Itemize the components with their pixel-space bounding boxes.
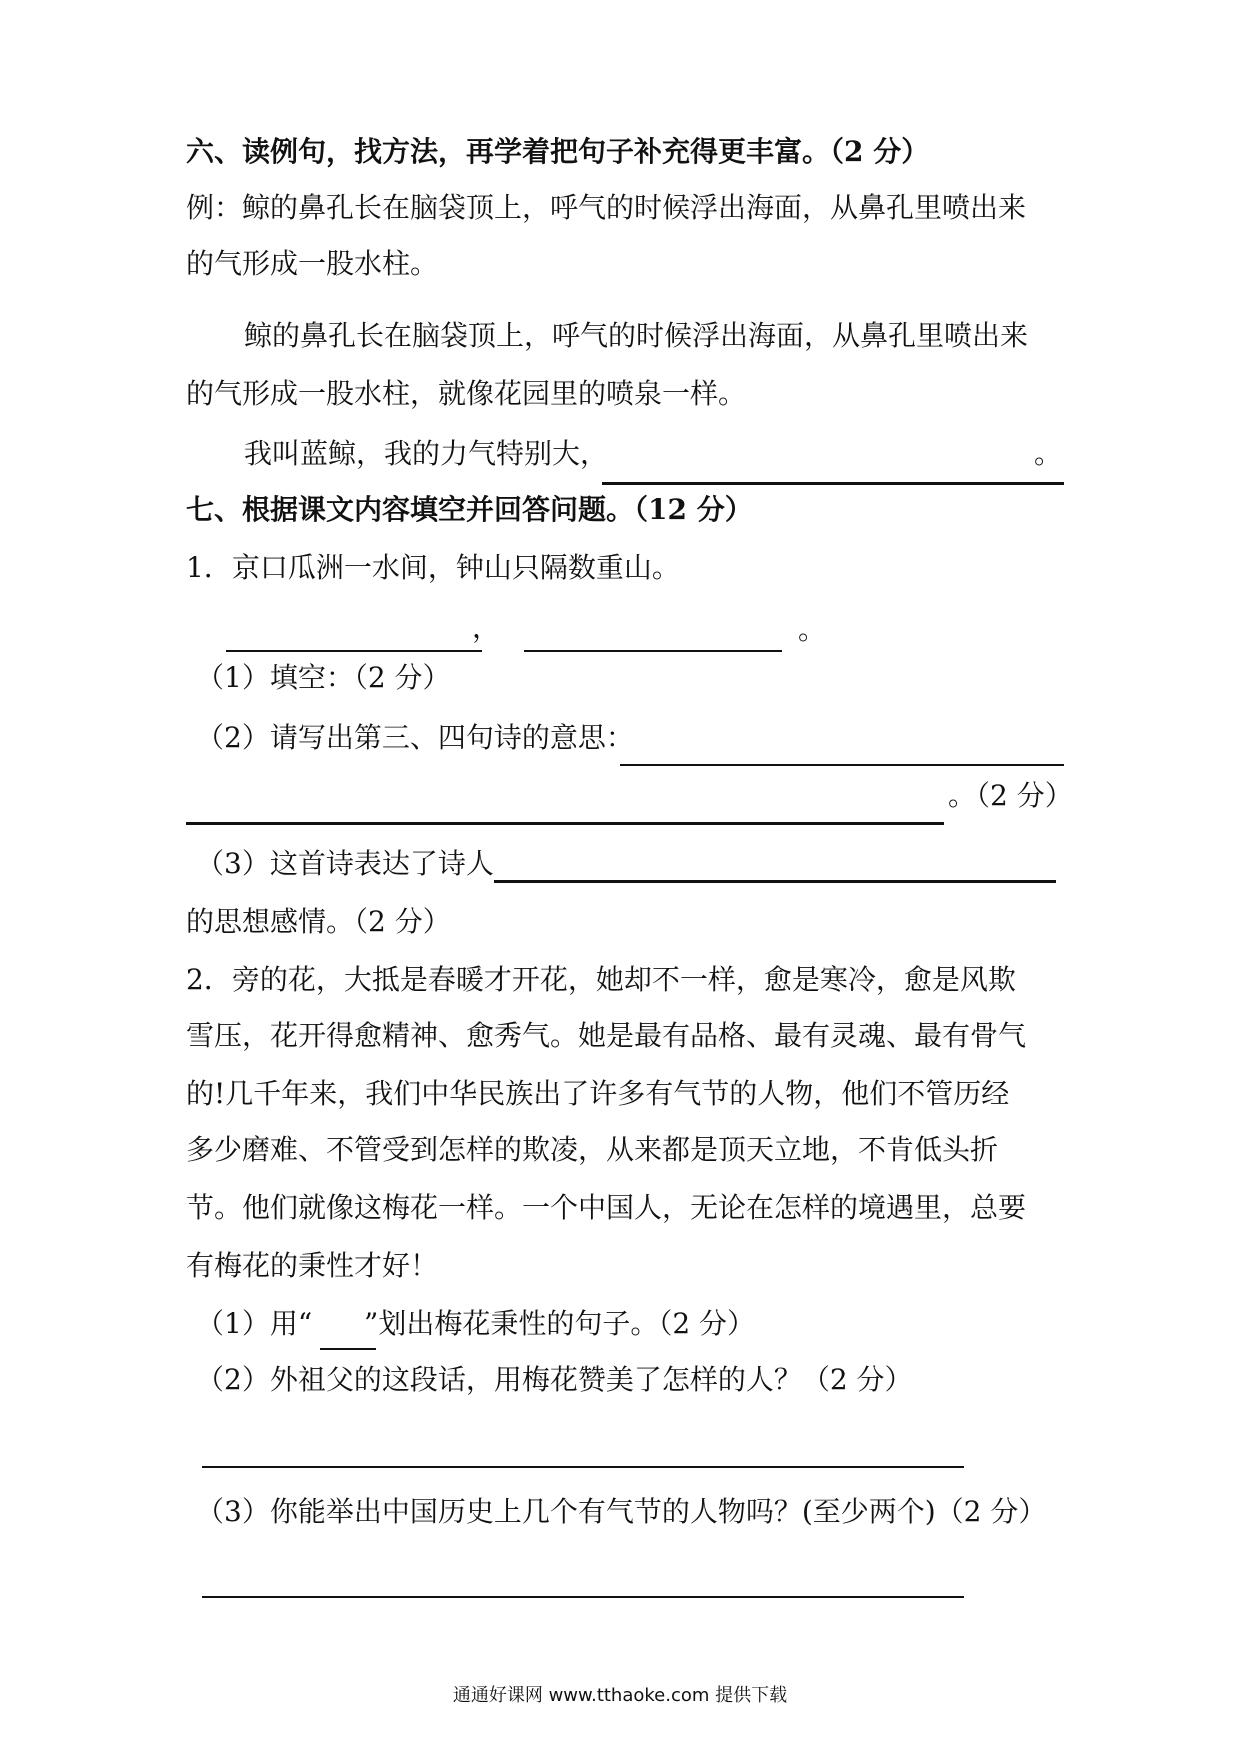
q1-sub2-end: 。（2 分） [948, 779, 1073, 812]
poem-blank-period: 。 [798, 613, 827, 646]
q1-sub2-blank-2[interactable] [186, 822, 944, 825]
footer-source: 通通好课网 www.tthaoke.com 提供下载 [452, 1685, 788, 1706]
passage-line-5: 节。他们就像这梅花一样。一个中国人，无论在怎样的境遇里，总要 [186, 1191, 1027, 1224]
exercise-prefix: 我叫蓝鲸，我的力气特别大， [244, 437, 609, 470]
passage-line-2: 雪压，花开得愈精神、愈秀气。她是最有品格、最有灵魂、最有骨气 [186, 1019, 1027, 1052]
poem-blank-1[interactable] [226, 650, 482, 652]
model-line-1: 鲸的鼻孔长在脑袋顶上，呼气的时候浮出海面，从鼻孔里喷出来 [244, 319, 1029, 352]
model-line-2: 的气形成一股水柱，就像花园里的喷泉一样。 [186, 377, 747, 410]
poem-line: 1．京口瓜洲一水间，钟山只隔数重山。 [186, 551, 680, 584]
passage-line-1: 2．旁的花，大抵是春暖才开花，她却不一样，愈是寒冷，愈是风欺 [186, 963, 1016, 996]
exercise-answer-blank[interactable] [602, 482, 1064, 485]
q2-sub1-prefix: （1）用“ [196, 1307, 313, 1340]
section-seven-heading: 七、根据课文内容填空并回答问题。（12 分） [186, 493, 753, 526]
q2-sub2-blank[interactable] [202, 1466, 964, 1468]
q2-sub3-label: （3）你能举出中国历史上几个有气节的人物吗？(至少两个)（2 分） [196, 1495, 1047, 1528]
q1-sub1-label: （1）填空：（2 分） [196, 661, 451, 694]
q2-sub1-underline-sample [320, 1348, 376, 1350]
q2-sub1-suffix: ”划出梅花秉性的句子。（2 分） [364, 1307, 756, 1340]
q2-sub2-label: （2）外祖父的这段话，用梅花赞美了怎样的人？（2 分） [196, 1363, 913, 1396]
example-line-1: 例：鲸的鼻孔长在脑袋顶上，呼气的时候浮出海面，从鼻孔里喷出来 [186, 191, 1027, 224]
passage-line-6: 有梅花的秉性才好！ [186, 1249, 439, 1282]
q1-sub2-blank-1[interactable] [620, 764, 1064, 766]
q1-sub3-line2: 的思想感情。（2 分） [186, 905, 451, 938]
poem-blank-2[interactable] [524, 650, 782, 652]
passage-line-4: 多少磨难、不管受到怎样的欺凌，从来都是顶天立地，不肯低头折 [186, 1133, 999, 1166]
q1-sub3-blank[interactable] [494, 880, 1056, 883]
q1-sub3-label: （3）这首诗表达了诗人 [196, 847, 494, 880]
q2-sub3-blank[interactable] [202, 1596, 964, 1598]
exercise-end-period: 。 [1034, 437, 1063, 470]
q1-sub2-label: （2）请写出第三、四句诗的意思： [196, 721, 634, 754]
poem-blank-comma: ， [472, 611, 501, 644]
example-line-2: 的气形成一股水柱。 [186, 247, 439, 280]
passage-line-3: 的!几千年来，我们中华民族出了许多有气节的人物，他们不管历经 [186, 1077, 1010, 1110]
section-six-heading: 六、读例句，找方法，再学着把句子补充得更丰富。（2 分） [186, 135, 930, 168]
